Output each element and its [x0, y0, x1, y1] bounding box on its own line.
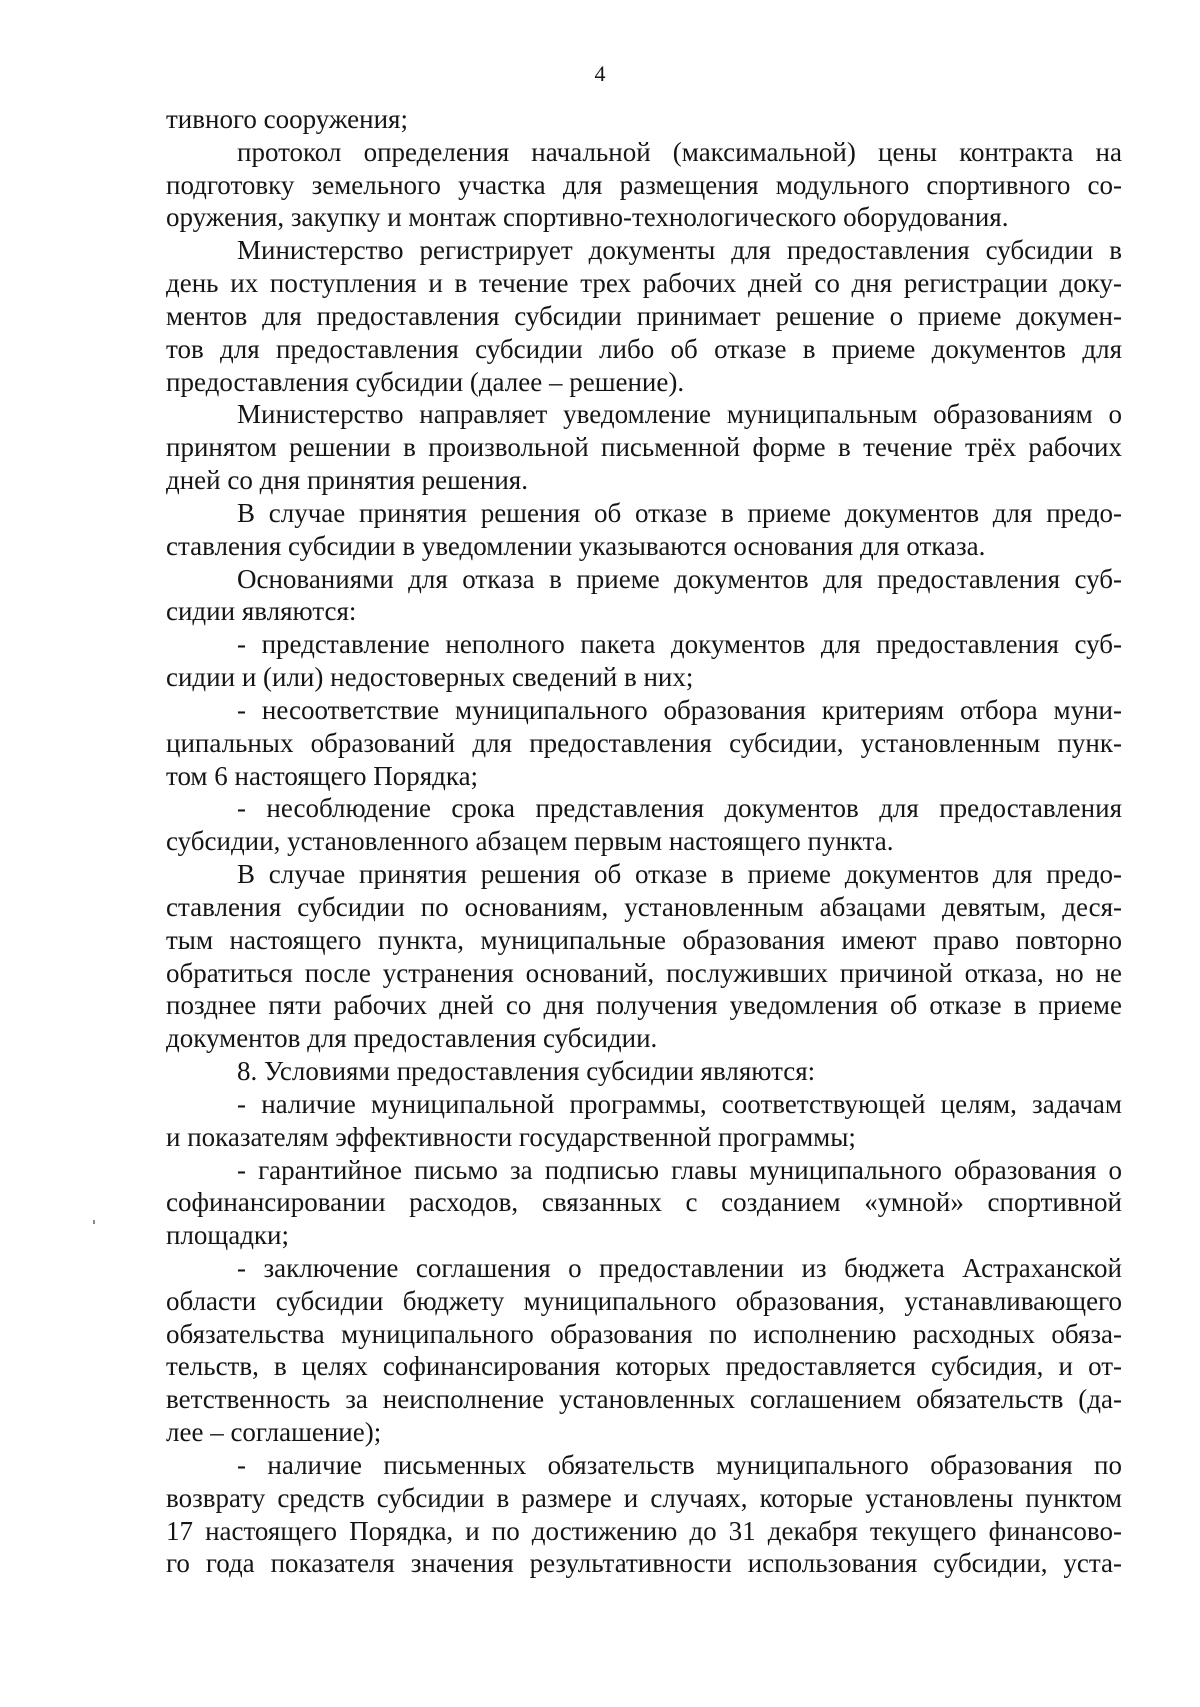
text-line: - несоответствие муниципального образования критериям отбора муни- [237, 694, 1122, 725]
text-line: оружения, закупку и монтаж спортивно-технологического оборудования. [166, 202, 1009, 233]
text-line: подготовку земельного участка для размещения модульного спортивного со- [166, 169, 1122, 200]
text-line: день их поступления и в течение трех рабочих дней со дня регистрации доку- [166, 268, 1122, 299]
text-line: ставления субсидии по основаниям, установленным абзацами девятым, деся- [166, 891, 1122, 922]
text-line: площадки; [166, 1220, 290, 1251]
text-line: документов для предоставления субсидии. [166, 1023, 658, 1054]
text-line: ципальных образований для предоставления субсидии, установленным пунк- [166, 727, 1122, 758]
text-line: тым настоящего пункта, муниципальные образования имеют право повторно [166, 924, 1122, 955]
text-line: В случае принятия решения об отказе в приеме документов для предо- [237, 497, 1122, 528]
text-line: Министерство регистрирует документы для предоставления субсидии в [237, 235, 1122, 266]
text-line: ветственность за неисполнение установленных соглашением обязательств (да- [166, 1384, 1122, 1415]
text-line: Основаниями для отказа в приеме документов для предоставления суб- [237, 563, 1122, 594]
text-line: 17 настоящего Порядка, и по достижению до 31 декабря текущего финансово- [166, 1515, 1122, 1546]
text-line: и показателям эффективности государственной программы; [166, 1121, 856, 1152]
page-number: 4 [594, 61, 606, 86]
text-line: Министерство направляет уведомление муниципальным образованиям о [237, 399, 1122, 430]
text-line: дней со дня принятия решения. [166, 465, 528, 496]
text-line: протокол определения начальной (максимальной) цены контракта на [237, 136, 1122, 167]
text-line: сидии и (или) недостоверных сведений в них; [166, 662, 694, 693]
text-line: тивного сооружения; [166, 104, 408, 134]
text-line: принятом решении в произвольной письменной форме в течение трёх рабочих [166, 432, 1122, 463]
text-line: - наличие муниципальной программы, соответствующей целям, задачам [237, 1088, 1122, 1119]
text-line: - наличие письменных обязательств муниципального образования по [237, 1449, 1122, 1480]
text-line: го года показателя значения результативности использования субсидии, уста- [166, 1548, 1122, 1579]
text-line: - представление неполного пакета документов для предоставления суб- [237, 629, 1122, 660]
document-body [166, 103, 1122, 1580]
text-line: ставления субсидии в уведомлении указываются основания для отказа. [166, 530, 986, 561]
scan-speck [93, 1220, 95, 1224]
text-line: обратиться после устранения оснований, послуживших причиной отказа, но не [166, 957, 1122, 988]
text-line: предоставления субсидии (далее – решение). [166, 366, 685, 397]
text-line: - заключение соглашения о предоставлении из бюджета Астраханской [237, 1252, 1122, 1283]
text-line: субсидии, установленного абзацем первым настоящего пункта. [166, 826, 894, 857]
text-line: - гарантийное письмо за подписью главы муниципального образования о [237, 1154, 1122, 1185]
text-line: тельств, в целях софинансирования которых предоставляется субсидия, и от- [166, 1351, 1122, 1382]
text-line: 8. Условиями предоставления субсидии являются: [237, 1056, 816, 1087]
text-line: том 6 настоящего Порядка; [166, 760, 479, 791]
text-line: лее – соглашение); [166, 1417, 382, 1448]
text-line: позднее пяти рабочих дней со дня получения уведомления об отказе в приеме [166, 990, 1122, 1021]
text-line: тов для предоставления субсидии либо об отказе в приеме документов для [166, 333, 1122, 364]
text-line: возврату средств субсидии в размере и случаях, которые установлены пунктом [166, 1482, 1122, 1513]
text-line: софинансировании расходов, связанных с созданием «умной» спортивной [166, 1187, 1122, 1218]
text-line: В случае принятия решения об отказе в приеме документов для предо- [237, 859, 1122, 890]
text-line: области субсидии бюджету муниципального образования, устанавливающего [166, 1285, 1122, 1316]
text-line: сидии являются: [166, 596, 357, 627]
text-line: - несоблюдение срока представления документов для предоставления [237, 793, 1122, 824]
text-line: ментов для предоставления субсидии принимает решение о приеме докумен- [166, 300, 1122, 331]
text-line: обязательства муниципального образования по исполнению расходных обяза- [166, 1318, 1122, 1349]
